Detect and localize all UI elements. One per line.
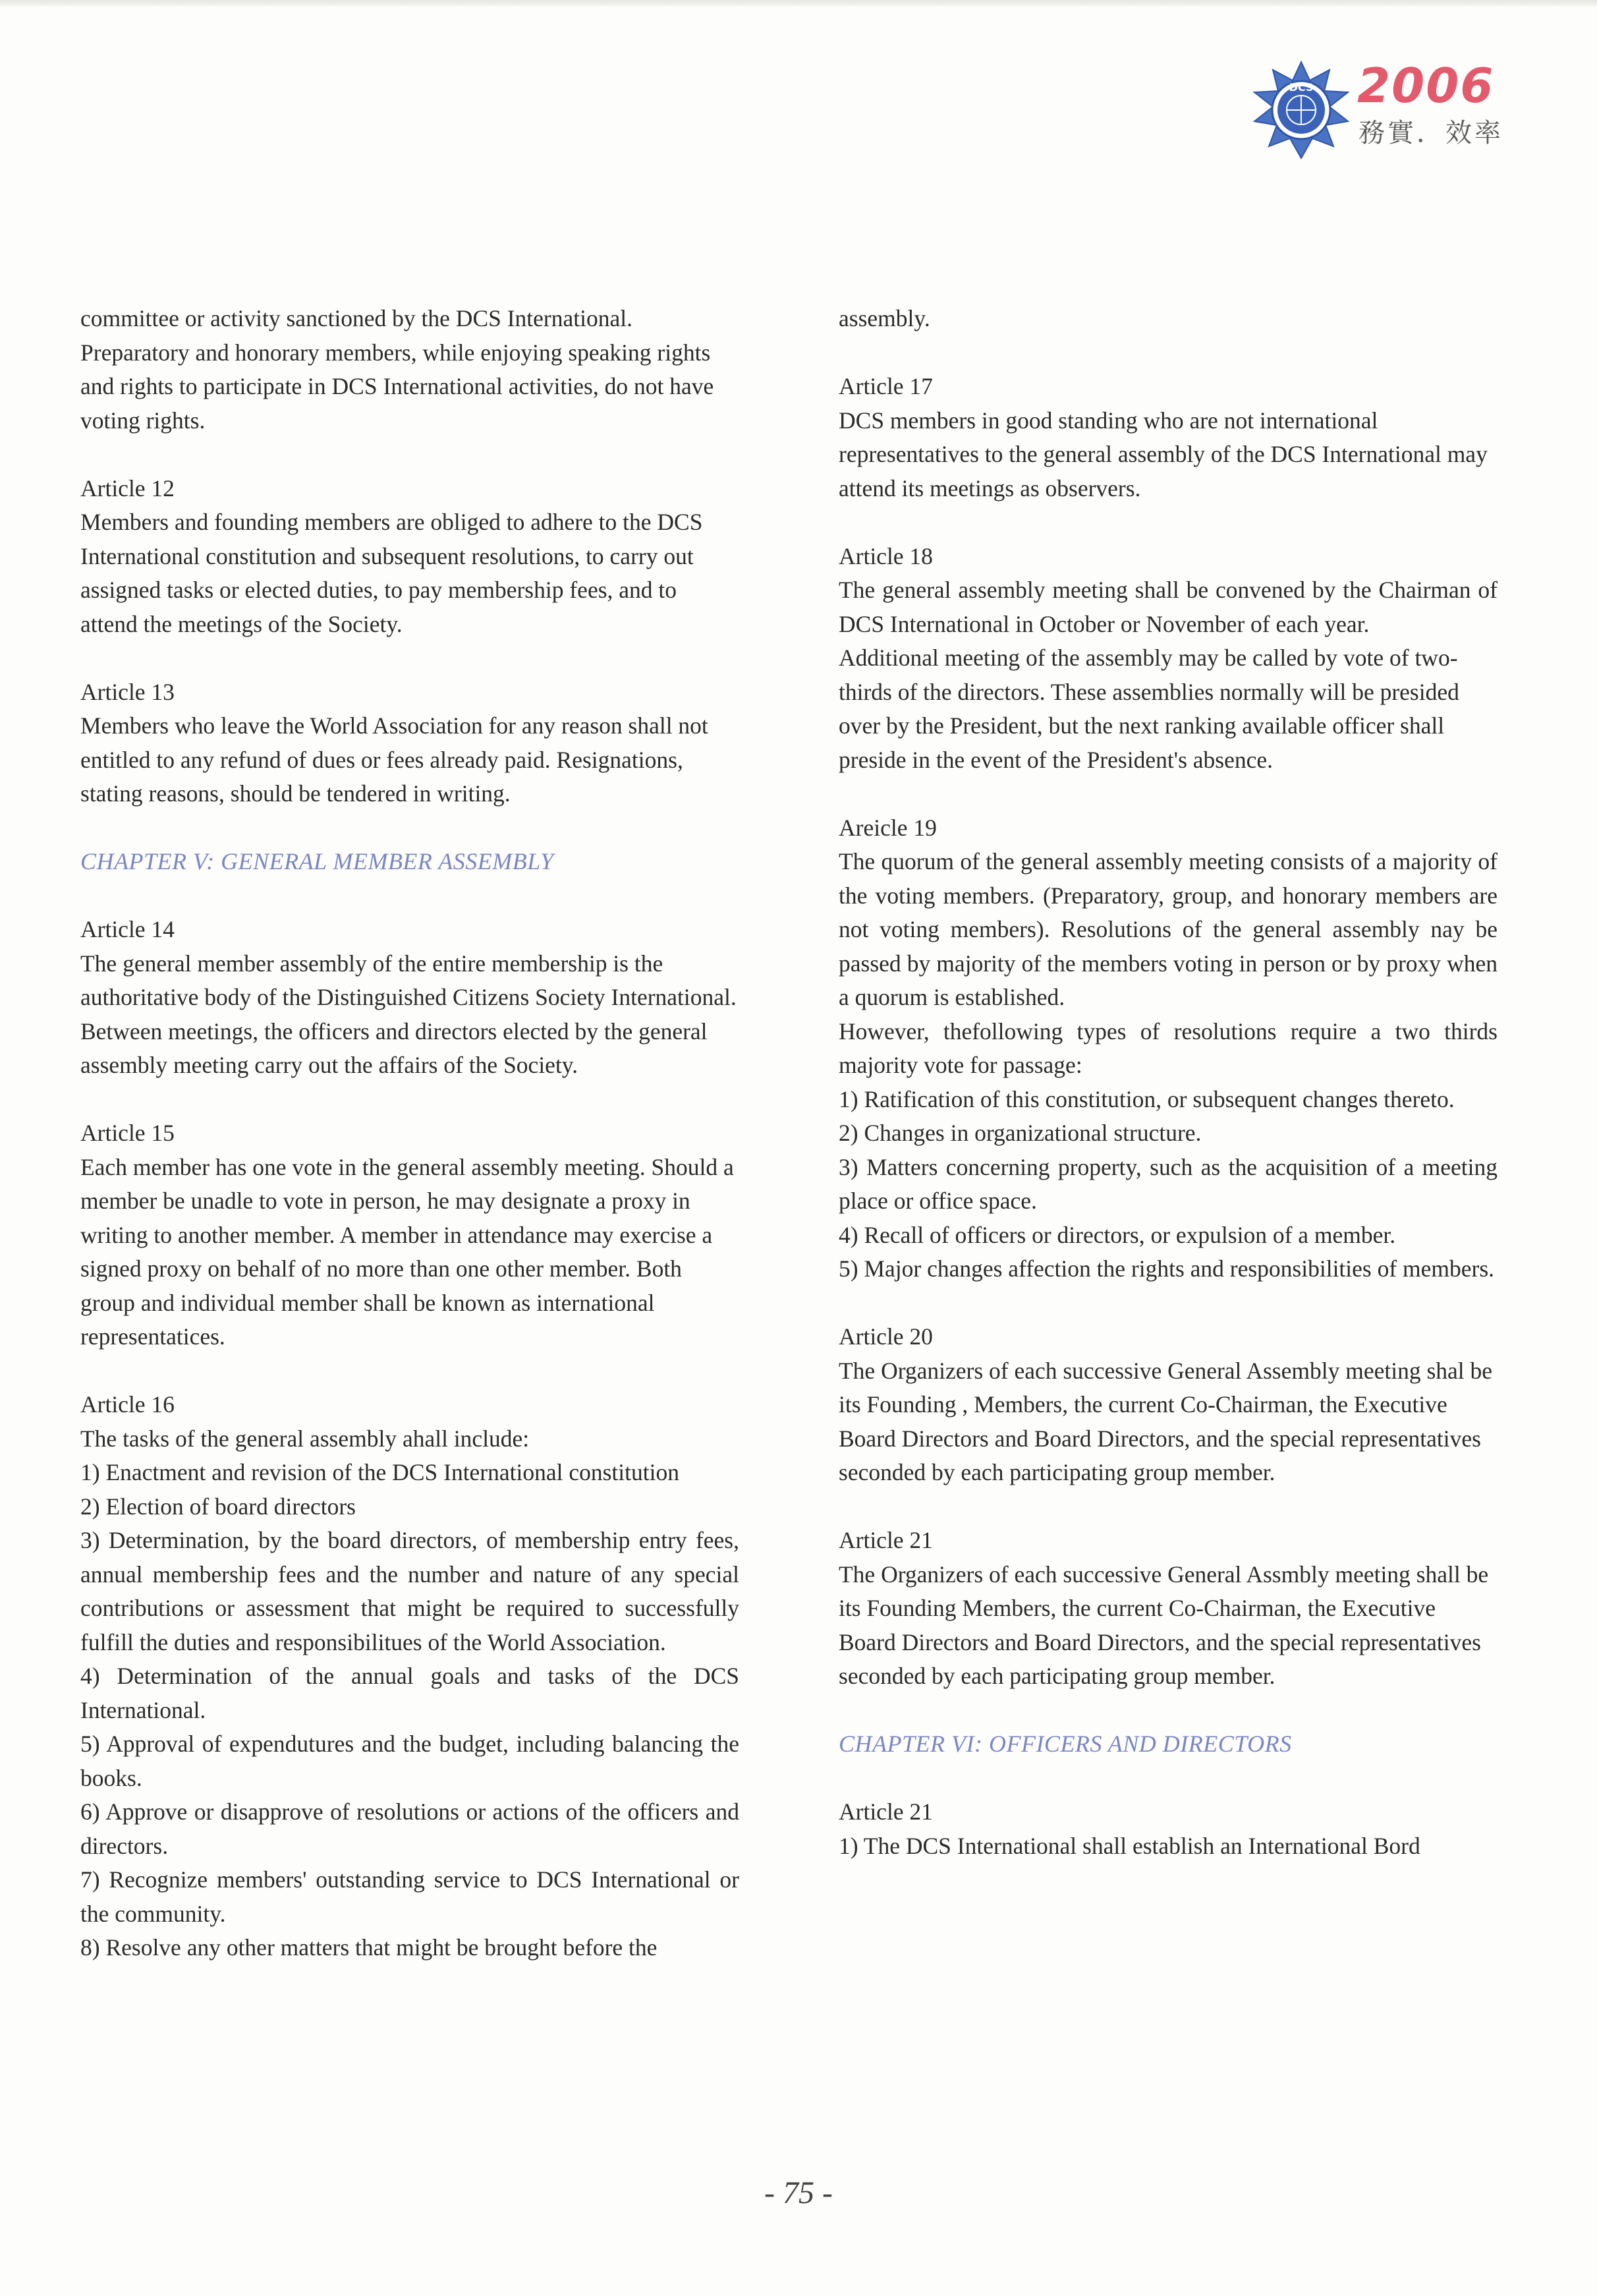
paragraph: The general member assembly of the entire membership is the authoritative body of the Distinguished Citizens Society International. Between meetings, the officers and directors elected by the general assembly meeting carry out the affairs of the Society. bbox=[80, 950, 737, 1078]
paragraph: assembly. bbox=[839, 305, 930, 331]
paragraph: 1) The DCS International shall establish an International Bord bbox=[839, 1832, 1420, 1859]
paragraph-gap bbox=[80, 641, 739, 675]
paragraph: However, thefollowing types of resolutions require a two thirds majority vote for passage: bbox=[839, 1018, 1498, 1078]
dcs-seal-icon bbox=[1252, 61, 1351, 159]
paragraph-gap bbox=[80, 438, 739, 472]
paragraph: 1) Ratification of this constitution, or subsequent changes thereto. bbox=[839, 1085, 1455, 1112]
paragraph-gap bbox=[839, 777, 1498, 811]
paragraph: Members and founding members are obliged to adhere to the DCS International constitution and subsequent resolutions, to carry out assigned tasks or elected duties, to pay membership fees, and to attend the meetings of the Society. bbox=[80, 509, 703, 637]
paragraph: The Organizers of each successive General Assembly meeting shal be its Founding , Members, the current Co-Chairman, the Executive Board Directors and Board Directors, and the special representatives seconded by each participating group member. bbox=[839, 1357, 1493, 1485]
article-title: Article 18 bbox=[839, 542, 933, 569]
paragraph-gap bbox=[80, 811, 739, 846]
paragraph: Each member has one vote in the general assembly meeting. Should a member be unadle to vote in person, he may designate a proxy in writing to another member. A member in attendance may exercise a signed proxy on behalf of no more than one other member. Both group and individual member shall be known as international representatices. bbox=[80, 1153, 734, 1350]
right-column bbox=[839, 302, 1498, 1863]
paragraph-gap bbox=[80, 1354, 739, 1389]
left-column bbox=[80, 302, 739, 1965]
chapter-heading: CHAPTER V: GENERAL MEMBER ASSEMBLY bbox=[80, 848, 554, 875]
paragraph: DCS members in good standing who are not international representatives to the general assembly of the DCS International may attend its meetings as observers. bbox=[839, 407, 1488, 502]
paragraph: 2) Changes in organizational structure. bbox=[839, 1120, 1202, 1146]
article-title: Article 13 bbox=[80, 678, 175, 705]
paragraph: 3) Determination, by the board directors, of membership entry fees, annual membership fees and the number and nature of any special contributions or assessment that might be required to successfully fulfill the duties and responsibilitues of the World Association. bbox=[80, 1527, 739, 1655]
paragraph-gap bbox=[839, 505, 1498, 540]
seal-label: DCS bbox=[1289, 81, 1314, 94]
article-title: Article 12 bbox=[80, 474, 175, 502]
paragraph: committee or activity sanctioned by the DCS International. Preparatory and honorary members, while enjoying speaking rights and rights to participate in DCS International activities, do not have voting rights. bbox=[80, 305, 714, 434]
paragraph-gap bbox=[839, 336, 1498, 370]
article-title: Article 17 bbox=[839, 373, 933, 399]
article-title: Article 21 bbox=[839, 1527, 933, 1553]
article-title: Article 16 bbox=[80, 1391, 175, 1418]
paragraph: 2) Election of board directors bbox=[80, 1493, 356, 1520]
paragraph-gap bbox=[80, 1083, 739, 1117]
chapter-heading: CHAPTER VI: OFFICERS AND DIRECTORS bbox=[839, 1731, 1292, 1757]
article-title: Areicle 19 bbox=[839, 814, 937, 841]
paragraph: 7) Recognize members' outstanding service to DCS International or the community. bbox=[80, 1866, 739, 1927]
article-title: Article 21 bbox=[839, 1798, 933, 1825]
paragraph: The quorum of the general assembly meeting consists of a majority of the voting members. (Preparatory, group, and honorary members are not voting members). Resolutions of the general assembly nay be passed by majority of the members voting in person or by proxy when a quorum is established. bbox=[839, 848, 1498, 1010]
paragraph-gap bbox=[839, 1490, 1498, 1524]
paragraph-gap bbox=[839, 1286, 1498, 1321]
top-border bbox=[0, 0, 1597, 7]
paragraph: The general assembly meeting shall be convened by the Chairman of DCS International in October or November of each year. bbox=[839, 577, 1498, 637]
paragraph: The tasks of the general assembly ahall include: bbox=[80, 1425, 530, 1452]
paragraph: 8) Resolve any other matters that might be brought before the bbox=[80, 1934, 658, 1961]
paragraph: 1) Enactment and revision of the DCS International constitution bbox=[80, 1459, 679, 1485]
logo-motto: 務實．效率 bbox=[1359, 118, 1503, 148]
article-title: Article 20 bbox=[839, 1323, 933, 1350]
paragraph: Members who leave the World Association for any reason shall not entitled to any refund of dues or fees already paid. Resignations, stating reasons, should be tendered in writing. bbox=[80, 712, 708, 807]
paragraph-gap bbox=[80, 879, 739, 913]
paragraph-gap bbox=[839, 1694, 1498, 1728]
page-number: - 75 - bbox=[764, 2175, 833, 2210]
paragraph-gap bbox=[839, 1762, 1498, 1796]
article-title: Article 14 bbox=[80, 916, 175, 942]
article-title: Article 15 bbox=[80, 1120, 175, 1146]
paragraph: 4) Recall of officers or directors, or expulsion of a member. bbox=[839, 1221, 1396, 1248]
paragraph: 6) Approve or disapprove of resolutions or actions of the officers and directors. bbox=[80, 1798, 739, 1859]
header-logo bbox=[1252, 58, 1548, 159]
paragraph: 4) Determination of the annual goals and tasks of the DCS International. bbox=[80, 1663, 739, 1723]
paragraph: Additional meeting of the assembly may be called by vote of two-thirds of the directors. These assemblies normally will be presided over by the President, but the next ranking available officer shall preside in the event of the President's absence. bbox=[839, 645, 1459, 773]
paragraph: 5) Approval of expendutures and the budget, including balancing the books. bbox=[80, 1731, 739, 1791]
paragraph: 5) Major changes affection the rights and responsibilities of members. bbox=[839, 1255, 1495, 1282]
paragraph: The Organizers of each successive General Assmbly meeting shall be its Founding Members, the current Co-Chairman, the Executive Board Directors and Board Directors, and the special representatives seconded by each participating group member. bbox=[839, 1561, 1489, 1689]
paragraph: 3) Matters concerning property, such as the acquisition of a meeting place or office space. bbox=[839, 1153, 1498, 1214]
logo-year: 2006 bbox=[1357, 58, 1495, 113]
